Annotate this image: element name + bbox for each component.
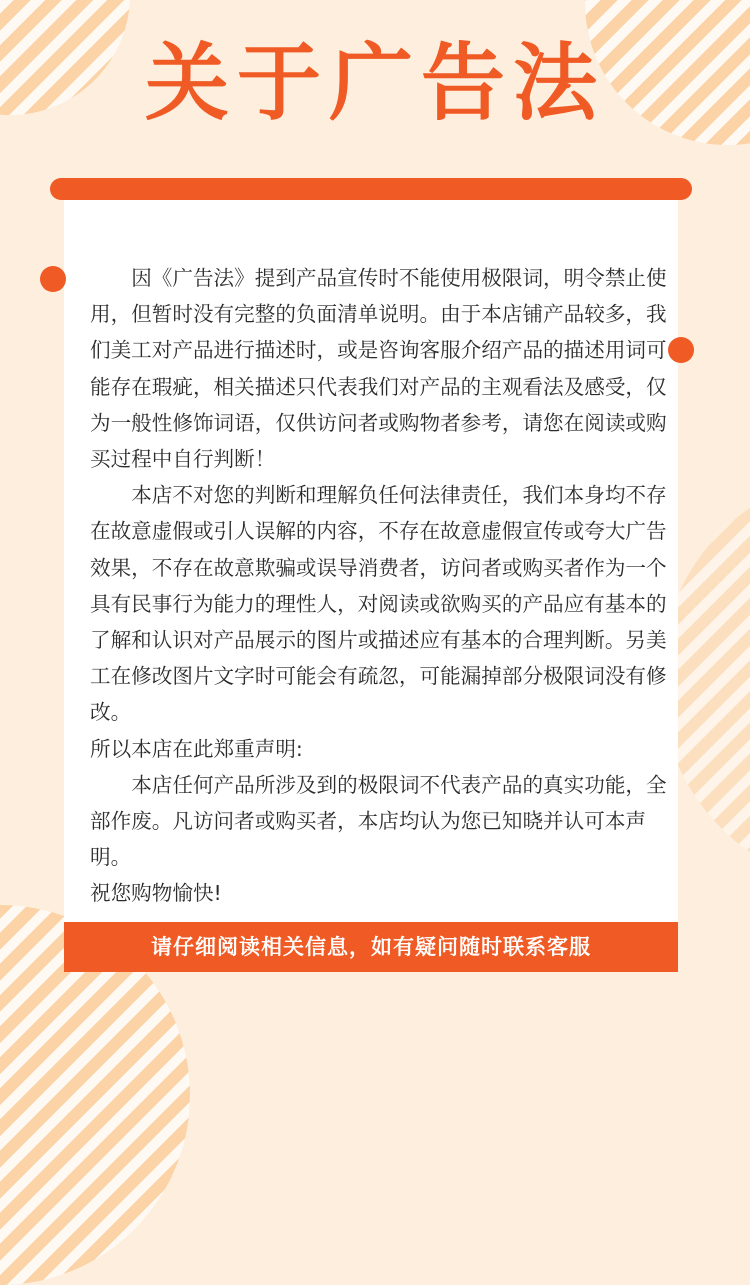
paragraph-declaration: 本店任何产品所涉及到的极限词不代表产品的真实功能，全部作废。凡访问者或购买者，本店均认为您已知晓并认可本声明。 [90, 772, 667, 870]
footer-banner: 请仔细阅读相关信息，如有疑问随时联系客服 [64, 922, 678, 972]
notice-body [90, 260, 670, 912]
scroll-top-bar [50, 178, 692, 200]
page-title: 关于广告法 [144, 34, 605, 132]
paragraph-declaration-heading: 所以本店在此郑重声明: [90, 736, 303, 761]
paragraph-closing: 祝您购物愉快! [90, 881, 222, 906]
decorative-dot [40, 266, 66, 292]
paragraph-liability: 本店不对您的判断和理解负任何法律责任，我们本身均不存在故意虚假或引人误解的内容，不存在故意虚假宣传或夸大广告效果，不存在故意欺骗或误导消费者，访问者或购买者作为一个具有民事行为能力的理性人，对阅读或欲购买的产品应有基本的了解和认识对产品展示的图片或描述应有基本的合理判断。另美工在修改图片文字时可能会有疏忽，可能漏掉部分极限词没有修改。 [90, 483, 667, 725]
paragraph-disclaimer-intro: 因《广告法》提到产品宣传时不能使用极限词，明令禁止使用，但暂时没有完整的负面清单说明。由于本店铺产品较多，我们美工对产品进行描述时，或是咨询客服介绍产品的描述用词可能存在瑕疵，相关描述只代表我们对产品的主观看法及感受，仅为一般性修饰词语，仅供访问者或购物者参考，请您在阅读或购买过程中自行判断！ [90, 266, 667, 472]
decorative-dot [668, 337, 694, 363]
